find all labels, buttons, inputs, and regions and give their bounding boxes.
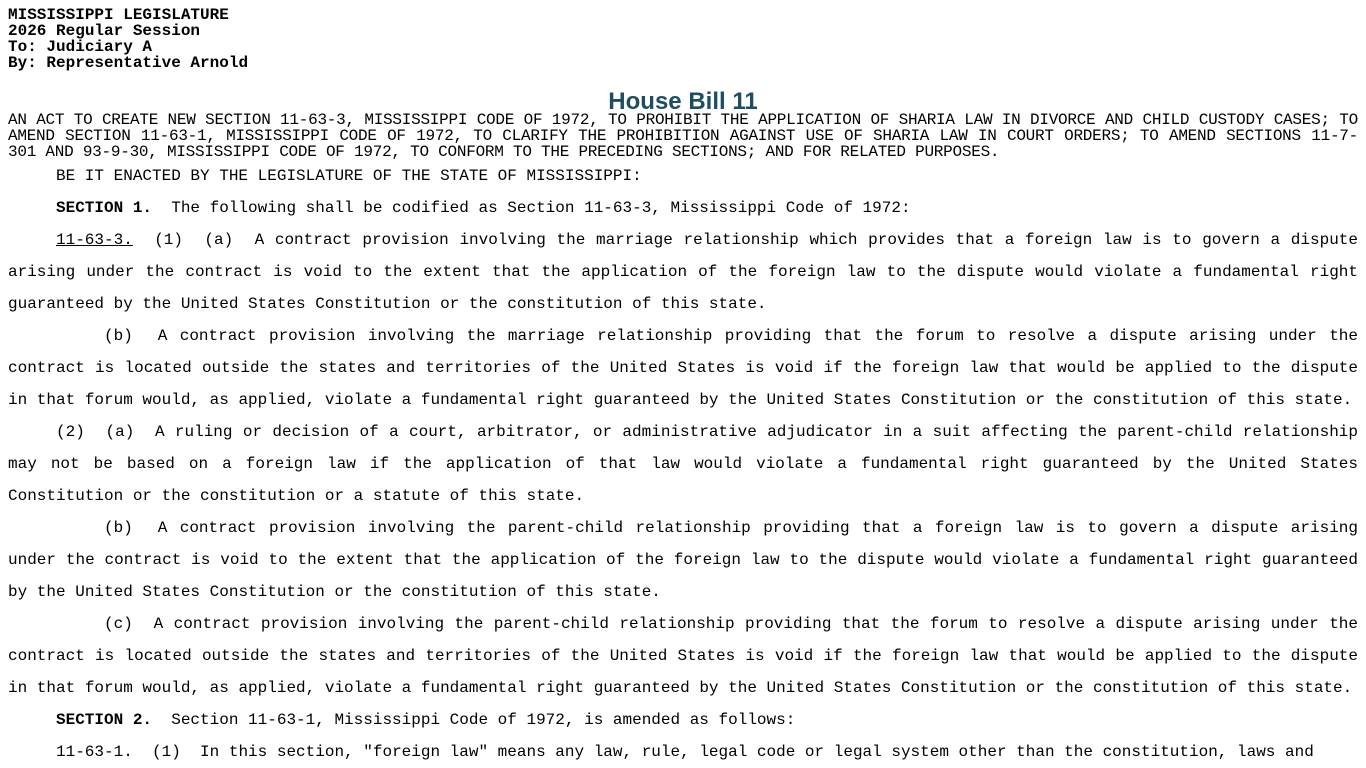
- sub-2c-text: A contract provision involving the parent-child relationship providing that the forum to resolve a dispute arising under the contract is located outside the states and territories of the United States is void if the foreign law that would be applied to the dispute in that forum would, as applied, violate a fundamental right guaranteed by the United States Constitution or the constitution of this state.: [8, 615, 1359, 697]
- sub-2b-text: A contract provision involving the parent-child relationship providing that a foreign law is to govern a dispute arising under the contract is void to the extent that the application of the foreign law to the dispute would violate a fundamental right guaranteed by the United States Constitution or the constitution of this state.: [8, 519, 1359, 601]
- section-2-label: SECTION 2.: [56, 711, 153, 729]
- sub-1b-label: (b): [104, 327, 133, 345]
- enacting-clause: BE IT ENACTED BY THE LEGISLATURE OF THE STATE OF MISSISSIPPI:: [56, 167, 642, 185]
- sub-2a-label: (a): [105, 423, 135, 441]
- session-label: 2026 Regular Session: [8, 22, 201, 40]
- section-1-sub-1b: [8, 320, 1358, 416]
- section-1-intro: The following shall be codified as Section 11-63-3, Mississippi Code of 1972:: [171, 199, 911, 217]
- sub-2-label: (2): [56, 423, 85, 441]
- sub-1-label: (1): [154, 231, 183, 249]
- sub-2c-label: (c): [104, 615, 133, 633]
- committee-label: To: Judiciary A: [8, 38, 153, 56]
- sub-1b-text: A contract provision involving the marriage relationship providing that the forum to resolve a dispute arising under the contract is located outside the states and territories of the United States is void if the foreign law that would be applied to the dispute in that forum would, as applied, violate a fundamental right guaranteed by the United States Constitution or the constitution of this state.: [8, 327, 1359, 409]
- section-1-sub-2b: [8, 512, 1358, 608]
- section-2-code-number: 11-63-1.: [56, 743, 133, 761]
- section-1-sub-2c: [8, 608, 1358, 704]
- section-1-heading: [8, 192, 1358, 224]
- act-summary: AN ACT TO CREATE NEW SECTION 11-63-3, MISSISSIPPI CODE OF 1972, TO PROHIBIT THE APPLICATION OF SHARIA LAW IN DIVORCE AND CHILD CUSTODY CASES; TO AMEND SECTION 11-63-1, MISSISSIPPI CODE OF 1972, TO CLARIFY THE PROHIBITION AGAINST USE OF SHARIA LAW IN COURT ORDERS; TO AMEND SECTIONS 11-7-301 AND 93-9-30, MISSISSIPPI CODE OF 1972, TO CONFORM TO THE PRECEDING SECTIONS; AND FOR RELATED PURPOSES.: [8, 111, 1358, 161]
- section-2-sub-1: [8, 736, 1358, 768]
- sub-1a-text: A contract provision involving the marriage relationship which provides that a foreign law is to govern a dispute arising under the contract is void to the extent that the application of the foreign law to the dispute would violate a fundamental right guaranteed by the United States Constitution or the constitution of this state.: [8, 231, 1358, 313]
- sponsor-label: By: Representative Arnold: [8, 54, 249, 72]
- sub-2a-text: A ruling or decision of a court, arbitrator, or administrative adjudicator in a suit affecting the parent-child relationship may not be based on a foreign law if the application of that law would violate a fundamental right guaranteed by the United States Constitution or the constitution or a statute of this state.: [8, 423, 1359, 505]
- section-2-intro: Section 11-63-1, Mississippi Code of 1972, is amended as follows:: [171, 711, 796, 729]
- sub-2b-label: (b): [104, 519, 133, 537]
- bill-title: House Bill 11: [608, 88, 758, 115]
- section-1-code-number: 11-63-3.: [56, 231, 133, 249]
- section-2-sub-1-label: (1): [152, 743, 181, 761]
- section-1-label: SECTION 1.: [56, 199, 153, 217]
- legislature-name: MISSISSIPPI LEGISLATURE: [8, 6, 229, 24]
- section-1-sub-2a: [8, 416, 1358, 512]
- section-2-heading: [8, 704, 1358, 736]
- section-2-sub-1-text: In this section, "foreign law" means any law, rule, legal code or legal system other than the constitution, laws and: [200, 743, 1314, 761]
- section-1-sub-1a: [8, 224, 1358, 320]
- sub-1a-label: (a): [204, 231, 234, 249]
- bill-header: [8, 7, 1358, 71]
